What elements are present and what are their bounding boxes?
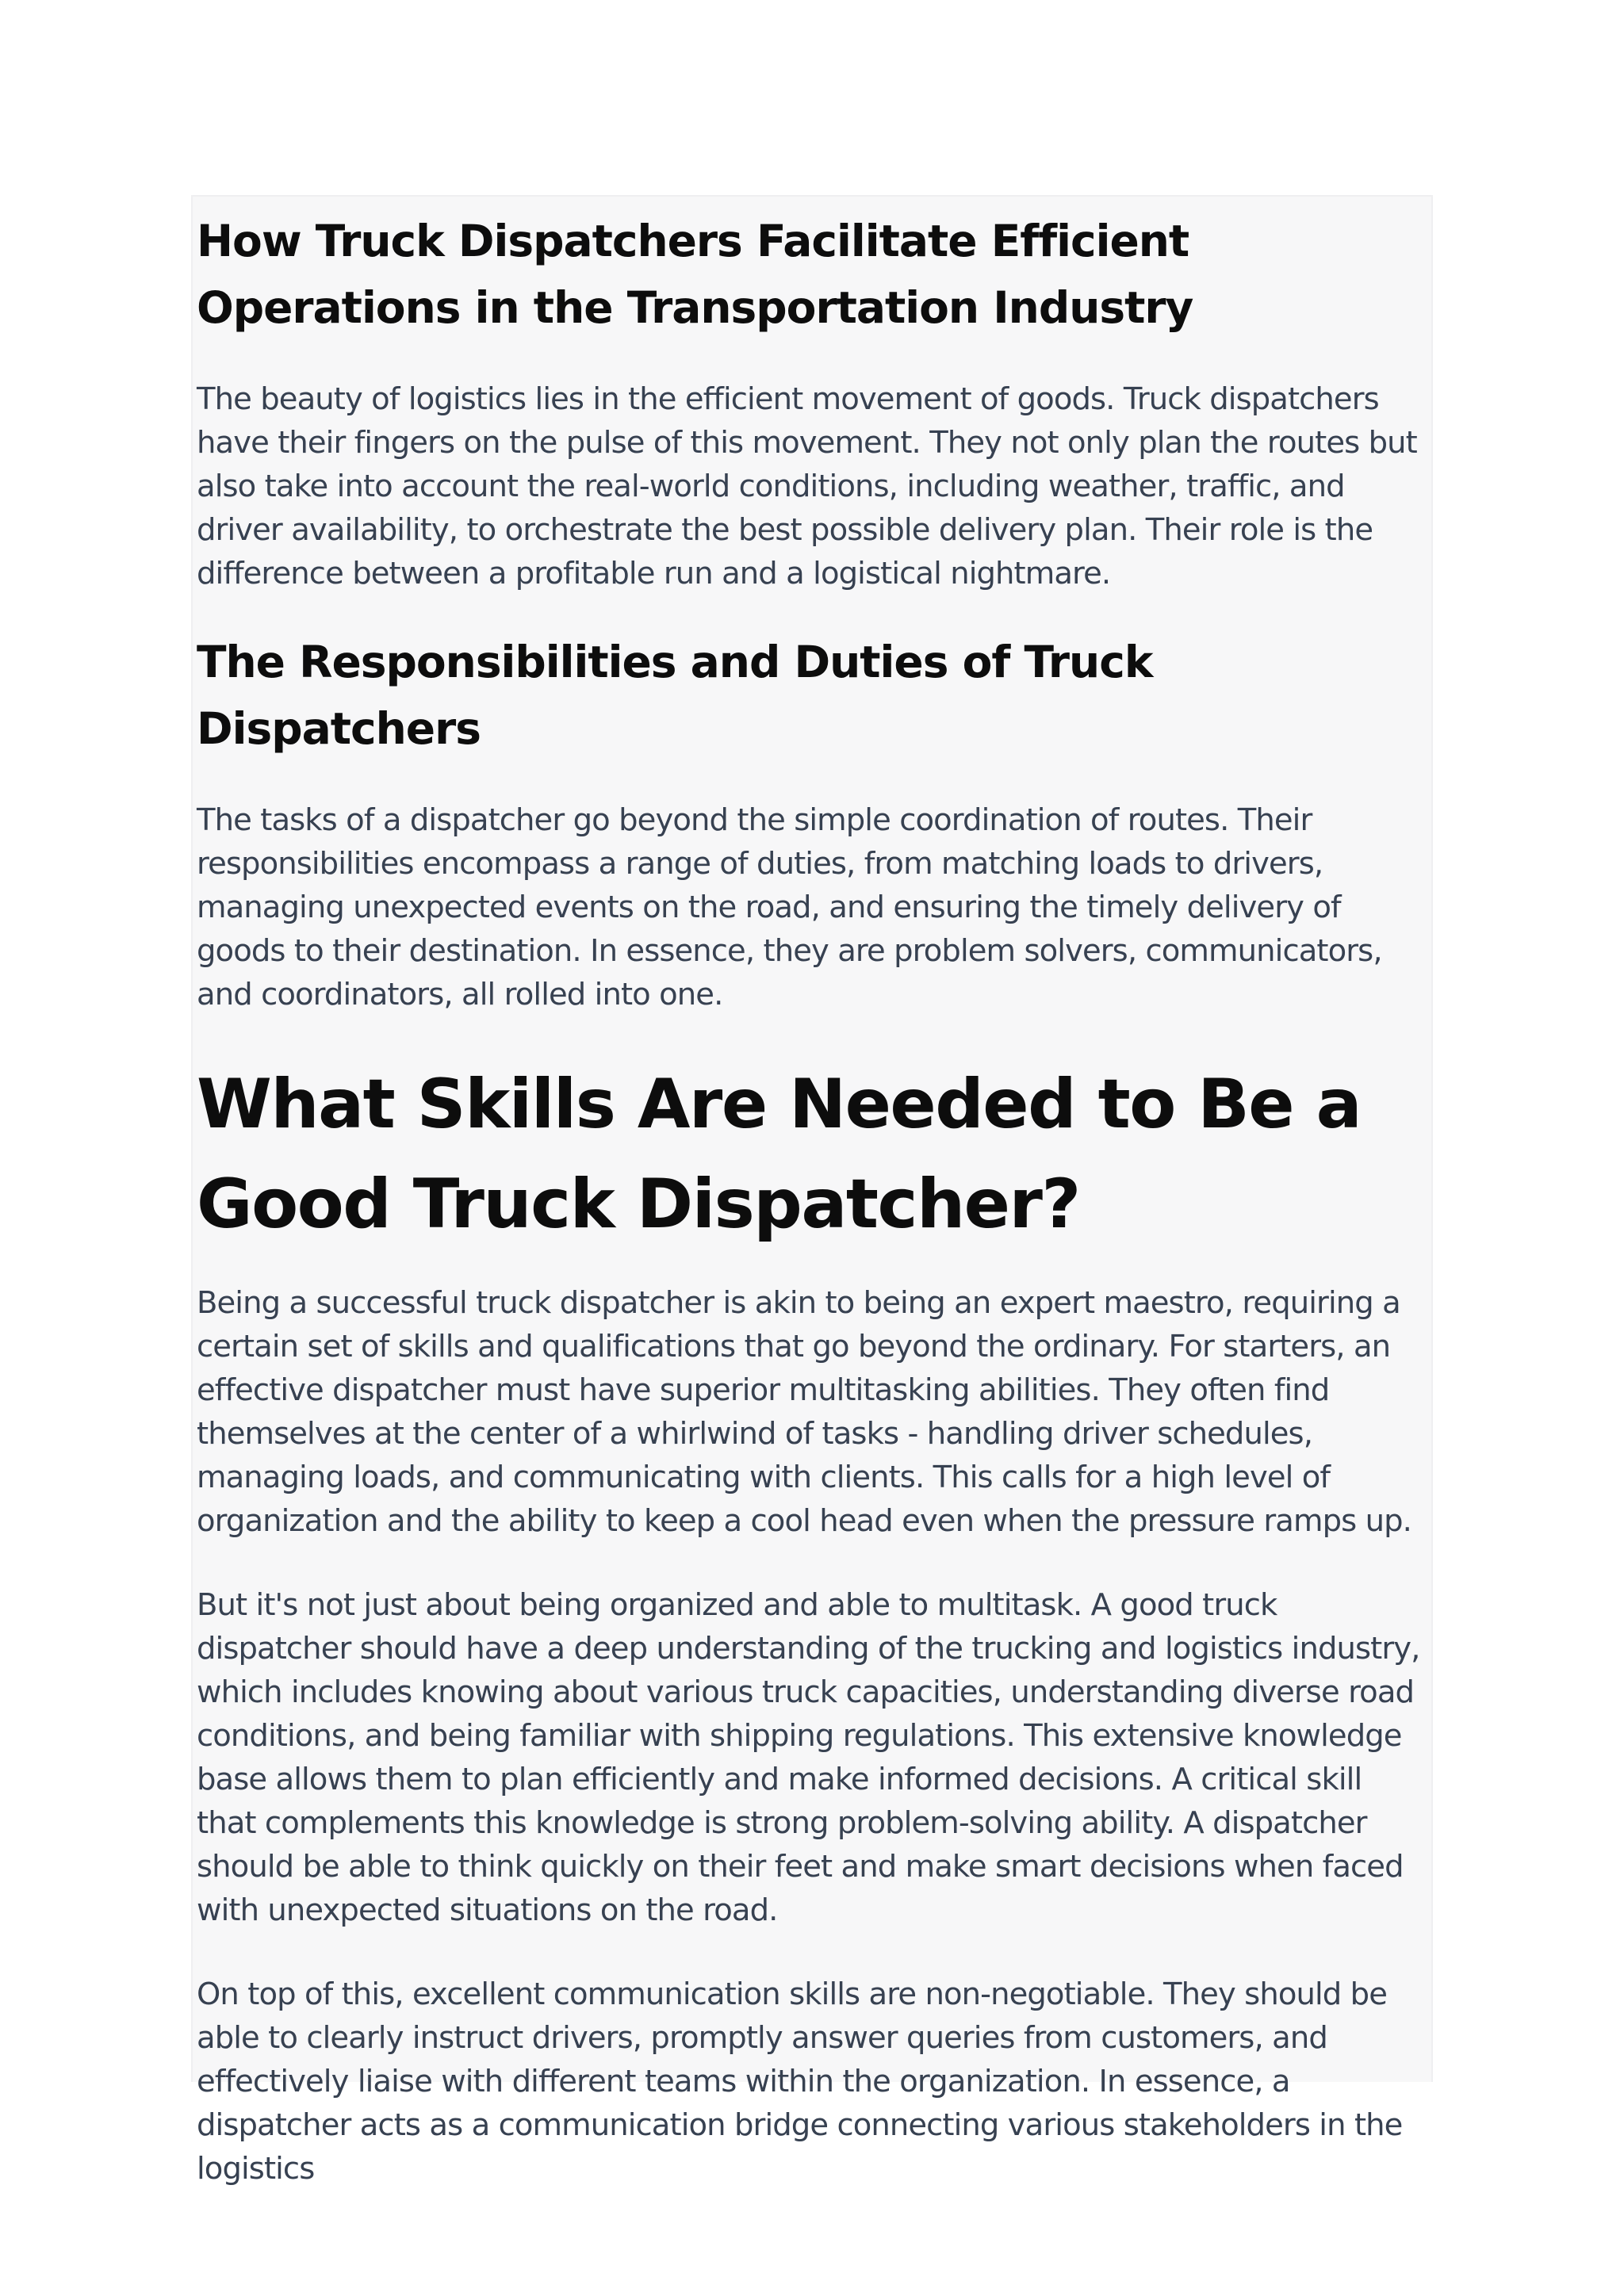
section-heading-responsibilities: The Responsibilities and Duties of Truck Dispatchers	[197, 637, 1153, 754]
paragraph-industry-knowledge: But it's not just about being organized and able to multitask. A good truck dispatcher should have a deep understanding of the trucking and logistics industry, which includes knowing about various truck capacities, understanding diverse road conditions, and being familiar with shipping regulations. This extensive knowledge base allows them to plan efficiently and make informed decisions. A critical skill that complements this knowledge is strong problem-solving ability. A dispatcher should be able to think quickly on their feet and make smart decisions when faced with unexpected situations on the road.	[197, 1587, 1420, 1928]
article-panel	[191, 195, 1433, 2187]
paragraph-dispatcher-tasks: The tasks of a dispatcher go beyond the simple coordination of routes. Their responsibilities encompass a range of duties, from matching loads to drivers, managing unexpected events on the road, and ensuring the timely delivery of goods to their destination. In essence, they are problem solvers, communicators, and coordinators, all rolled into one.	[197, 802, 1382, 1012]
paragraph-logistics-beauty: The beauty of logistics lies in the efficient movement of goods. Truck dispatchers have their fingers on the pulse of this movement. They not only plan the routes but also take into account the real-world conditions, including weather, traffic, and driver availability, to orchestrate the best possible delivery plan. Their role is the difference between a profitable run and a logistical nightmare.	[197, 381, 1417, 591]
main-heading-skills: What Skills Are Needed to Be a Good Truck Dispatcher?	[197, 1065, 1362, 1244]
section-heading-efficient-operations: How Truck Dispatchers Facilitate Efficient Operations in the Transportation Industry	[197, 216, 1193, 333]
paragraph-communication-skills: On top of this, excellent communication skills are non-negotiable. They should be able to clearly instruct drivers, promptly answer queries from customers, and effectively liaise with different teams within the organization. In essence, a dispatcher acts as a communication bridge connecting various stakeholders in the logistics	[197, 1976, 1403, 2187]
paragraph-successful-dispatcher: Being a successful truck dispatcher is akin to being an expert maestro, requiring a certain set of skills and qualifications that go beyond the ordinary. For starters, an effective dispatcher must have superior multitasking abilities. They often find themselves at the center of a whirlwind of tasks - handling driver schedules, managing loads, and communicating with clients. This calls for a high level of organization and the ability to keep a cool head even when the pressure ramps up.	[197, 1285, 1412, 1539]
